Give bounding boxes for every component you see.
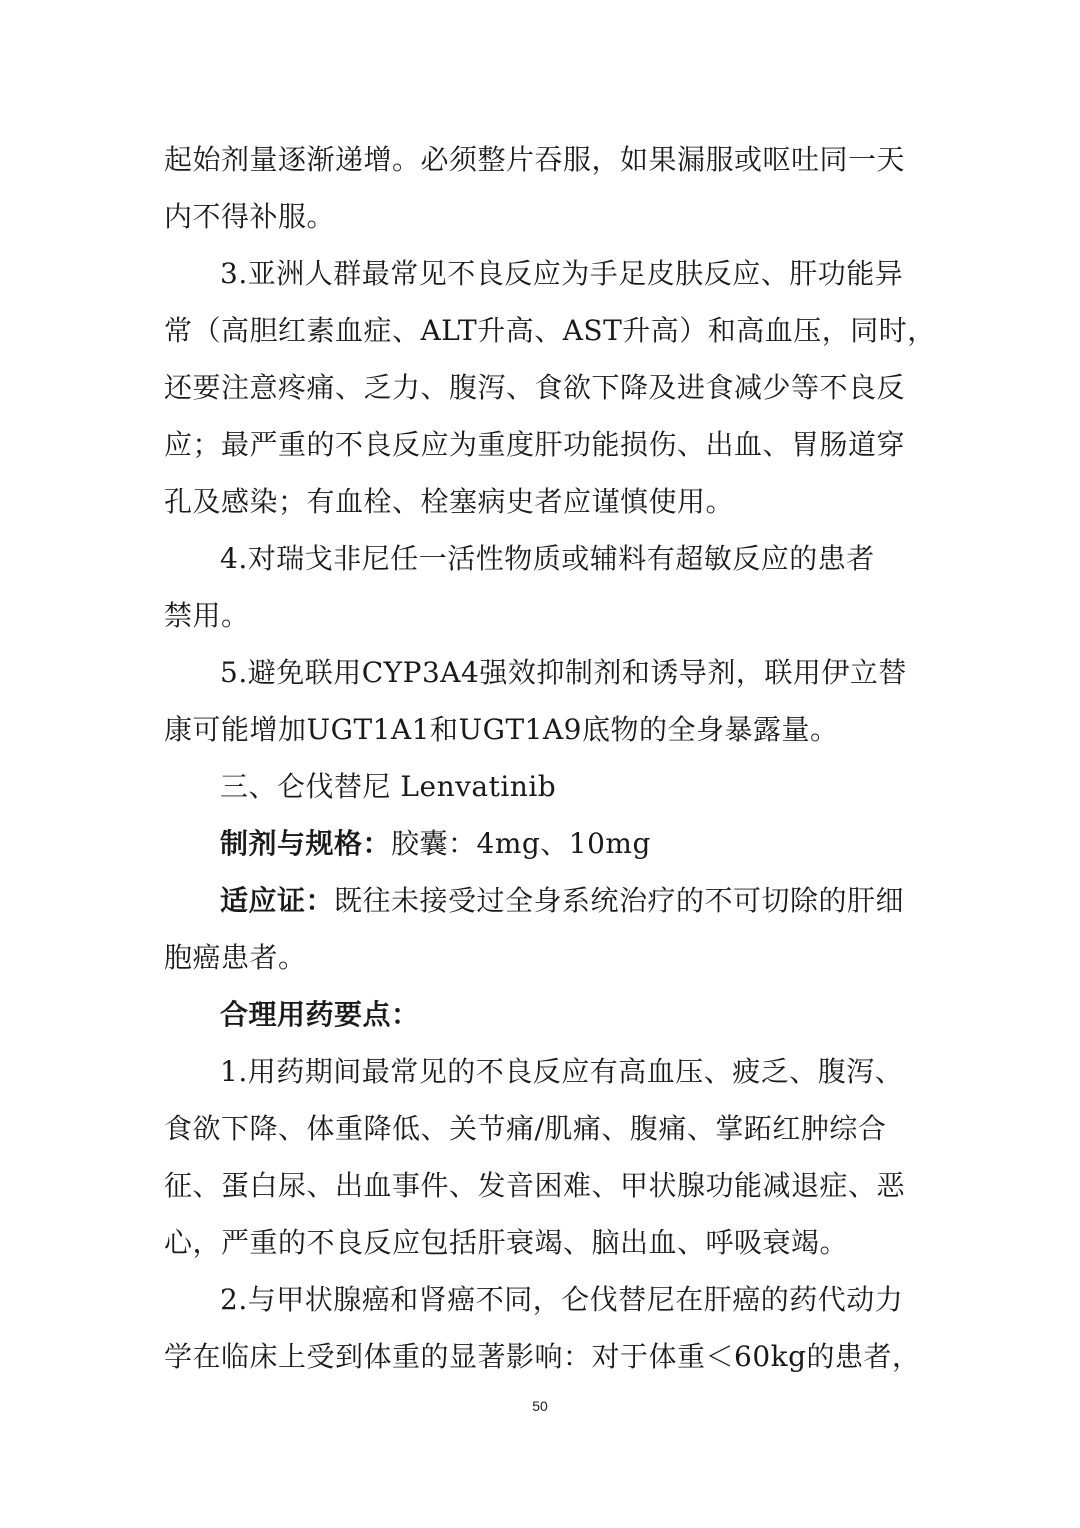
paragraph-line: 禁用。 (164, 599, 250, 632)
indication-text: 既往未接受过全身系统治疗的不可切除的肝细 (334, 884, 905, 917)
paragraph-line: 食欲下降、体重降低、关节痛/肌痛、腹痛、掌跖红肿综合 (164, 1112, 887, 1145)
paragraph-line: 学在临床上受到体重的显著影响：对于体重＜60kg的患者， (164, 1340, 921, 1373)
indication-continuation: 胞癌患者。 (164, 941, 307, 974)
paragraph-line: 2.与甲状腺癌和肾癌不同，仑伐替尼在肝癌的药代动力 (220, 1283, 904, 1316)
paragraph-line: 5.避免联用CYP3A4强效抑制剂和诱导剂，联用伊立替 (220, 656, 907, 689)
formulation-line (164, 815, 918, 872)
paragraph-line: 常（高胆红素血症、ALT升高、AST升高）和高血压，同时， (164, 314, 936, 347)
paragraph-line: 康可能增加UGT1A1和UGT1A9底物的全身暴露量。 (164, 713, 839, 746)
formulation-text: 胶囊：4mg、10mg (391, 827, 651, 860)
paragraph-line: 心，严重的不良反应包括肝衰竭、脑出血、呼吸衰竭。 (164, 1226, 849, 1259)
paragraph-line: 起始剂量逐渐递增。必须整片吞服，如果漏服或呕吐同一天 (164, 143, 906, 176)
section-heading: 三、仑伐替尼 Lenvatinib (220, 770, 557, 803)
paragraph-line: 4.对瑞戈非尼任一活性物质或辅料有超敏反应的患者 (220, 542, 875, 575)
page-number: 50 (532, 1398, 548, 1414)
paragraph-line: 征、蛋白尿、出血事件、发音困难、甲状腺功能减退症、恶 (164, 1169, 906, 1202)
indication-line (164, 872, 918, 929)
paragraph-line: 内不得补服。 (164, 200, 336, 233)
paragraph-line: 3.亚洲人群最常见不良反应为手足皮肤反应、肝功能异 (220, 257, 904, 290)
paragraph-line: 应；最严重的不良反应为重度肝功能损伤、出血、胃肠道穿 (164, 428, 906, 461)
indication-label: 适应证： (220, 884, 335, 917)
formulation-label: 制剂与规格： (220, 827, 392, 860)
paragraph-line: 还要注意疼痛、乏力、腹泻、食欲下降及进食减少等不良反 (164, 371, 906, 404)
paragraph-line: 1.用药期间最常见的不良反应有高血压、疲乏、腹泻、 (220, 1055, 904, 1088)
key-points-heading: 合理用药要点： (220, 998, 420, 1031)
paragraph-line: 孔及感染；有血栓、栓塞病史者应谨慎使用。 (164, 485, 735, 518)
document-body (164, 131, 936, 1385)
